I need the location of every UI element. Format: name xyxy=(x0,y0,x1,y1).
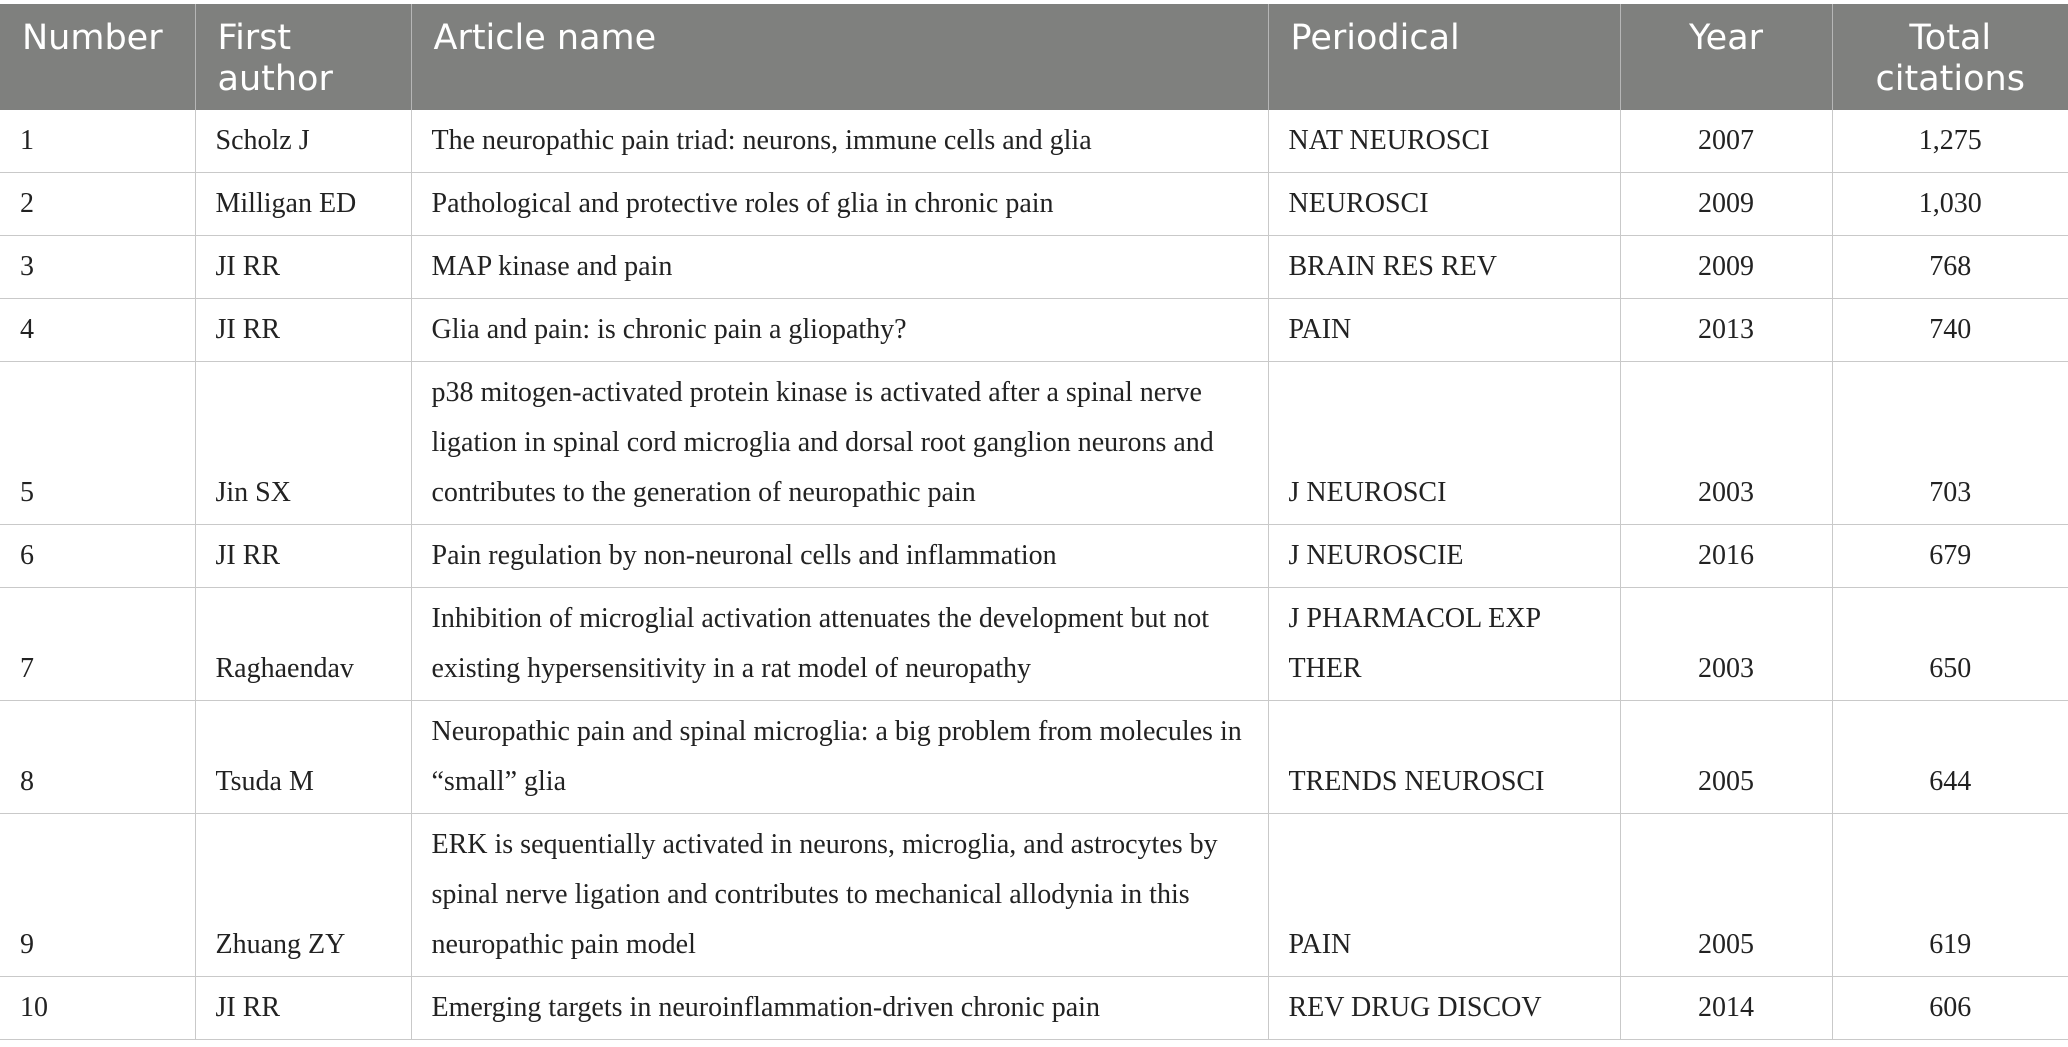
cell-author: Tsuda M xyxy=(195,701,411,814)
table-row xyxy=(0,236,2068,299)
cell-citations: 606 xyxy=(1832,977,2068,1040)
citations-table-container xyxy=(0,4,2068,1040)
cell-periodical: J NEUROSCI xyxy=(1268,362,1620,525)
cell-number: 4 xyxy=(0,299,195,362)
cell-year: 2003 xyxy=(1620,588,1832,701)
cell-year: 2005 xyxy=(1620,701,1832,814)
cell-number: 1 xyxy=(0,110,195,173)
cell-year: 2003 xyxy=(1620,362,1832,525)
cell-citations: 768 xyxy=(1832,236,2068,299)
top-cited-articles-table xyxy=(0,4,2068,1040)
cell-citations: 740 xyxy=(1832,299,2068,362)
cell-periodical: PAIN xyxy=(1268,814,1620,977)
cell-article: MAP kinase and pain xyxy=(411,236,1268,299)
header-total-citations xyxy=(1832,4,2068,110)
cell-number: 7 xyxy=(0,588,195,701)
table-body xyxy=(0,110,2068,1040)
cell-number: 3 xyxy=(0,236,195,299)
cell-year: 2014 xyxy=(1620,977,1832,1040)
cell-year: 2005 xyxy=(1620,814,1832,977)
cell-periodical: J NEUROSCIE xyxy=(1268,525,1620,588)
table-row xyxy=(0,701,2068,814)
table-row xyxy=(0,362,2068,525)
cell-number: 9 xyxy=(0,814,195,977)
cell-author: Zhuang ZY xyxy=(195,814,411,977)
cell-year: 2009 xyxy=(1620,236,1832,299)
header-total-citations-line2: citations xyxy=(1875,59,2025,99)
header-total-citations-line1: Total xyxy=(1909,18,1992,58)
cell-article: Pathological and protective roles of glia in chronic pain xyxy=(411,173,1268,236)
cell-year: 2016 xyxy=(1620,525,1832,588)
cell-author: JI RR xyxy=(195,236,411,299)
table-row xyxy=(0,525,2068,588)
cell-citations: 1,030 xyxy=(1832,173,2068,236)
table-row xyxy=(0,299,2068,362)
cell-number: 6 xyxy=(0,525,195,588)
header-year: Year xyxy=(1620,4,1832,110)
cell-year: 2009 xyxy=(1620,173,1832,236)
cell-article: The neuropathic pain triad: neurons, immune cells and glia xyxy=(411,110,1268,173)
header-article-name: Article name xyxy=(411,4,1268,110)
cell-author: Milligan ED xyxy=(195,173,411,236)
cell-citations: 644 xyxy=(1832,701,2068,814)
cell-citations: 1,275 xyxy=(1832,110,2068,173)
cell-citations: 650 xyxy=(1832,588,2068,701)
cell-number: 2 xyxy=(0,173,195,236)
table-row xyxy=(0,110,2068,173)
cell-author: JI RR xyxy=(195,977,411,1040)
cell-number: 8 xyxy=(0,701,195,814)
table-row xyxy=(0,173,2068,236)
header-row xyxy=(0,4,2068,110)
cell-periodical: NEUROSCI xyxy=(1268,173,1620,236)
cell-periodical: TRENDS NEUROSCI xyxy=(1268,701,1620,814)
header-first-author-line1: First xyxy=(217,18,292,58)
cell-author: Scholz J xyxy=(195,110,411,173)
table-row xyxy=(0,977,2068,1040)
cell-article: Pain regulation by non-neuronal cells and inflammation xyxy=(411,525,1268,588)
cell-periodical: BRAIN RES REV xyxy=(1268,236,1620,299)
header-periodical: Periodical xyxy=(1268,4,1620,110)
header-first-author xyxy=(195,4,411,110)
cell-author: JI RR xyxy=(195,525,411,588)
cell-author: Jin SX xyxy=(195,362,411,525)
cell-article: Inhibition of microglial activation attenuates the development but not existing hypersensitivity in a rat model of neuropathy xyxy=(411,588,1268,701)
cell-year: 2013 xyxy=(1620,299,1832,362)
cell-periodical: NAT NEUROSCI xyxy=(1268,110,1620,173)
cell-number: 5 xyxy=(0,362,195,525)
cell-author: Raghaendav xyxy=(195,588,411,701)
cell-citations: 679 xyxy=(1832,525,2068,588)
table-row xyxy=(0,588,2068,701)
header-number: Number xyxy=(0,4,195,110)
cell-periodical: REV DRUG DISCOV xyxy=(1268,977,1620,1040)
cell-article: ERK is sequentially activated in neurons, microglia, and astrocytes by spinal nerve ligation and contributes to mechanical allodynia in this neuropathic pain model xyxy=(411,814,1268,977)
cell-author: JI RR xyxy=(195,299,411,362)
cell-number: 10 xyxy=(0,977,195,1040)
table-header xyxy=(0,4,2068,110)
cell-periodical: PAIN xyxy=(1268,299,1620,362)
table-row xyxy=(0,814,2068,977)
cell-article: p38 mitogen-activated protein kinase is activated after a spinal nerve ligation in spinal cord microglia and dorsal root ganglion neurons and contributes to the generation of neuropathic pain xyxy=(411,362,1268,525)
cell-citations: 703 xyxy=(1832,362,2068,525)
cell-article: Glia and pain: is chronic pain a gliopathy? xyxy=(411,299,1268,362)
cell-periodical: J PHARMACOL EXP THER xyxy=(1268,588,1620,701)
cell-article: Neuropathic pain and spinal microglia: a big problem from molecules in “small” glia xyxy=(411,701,1268,814)
cell-year: 2007 xyxy=(1620,110,1832,173)
header-first-author-line2: author xyxy=(217,59,333,99)
cell-citations: 619 xyxy=(1832,814,2068,977)
cell-article: Emerging targets in neuroinflammation-driven chronic pain xyxy=(411,977,1268,1040)
